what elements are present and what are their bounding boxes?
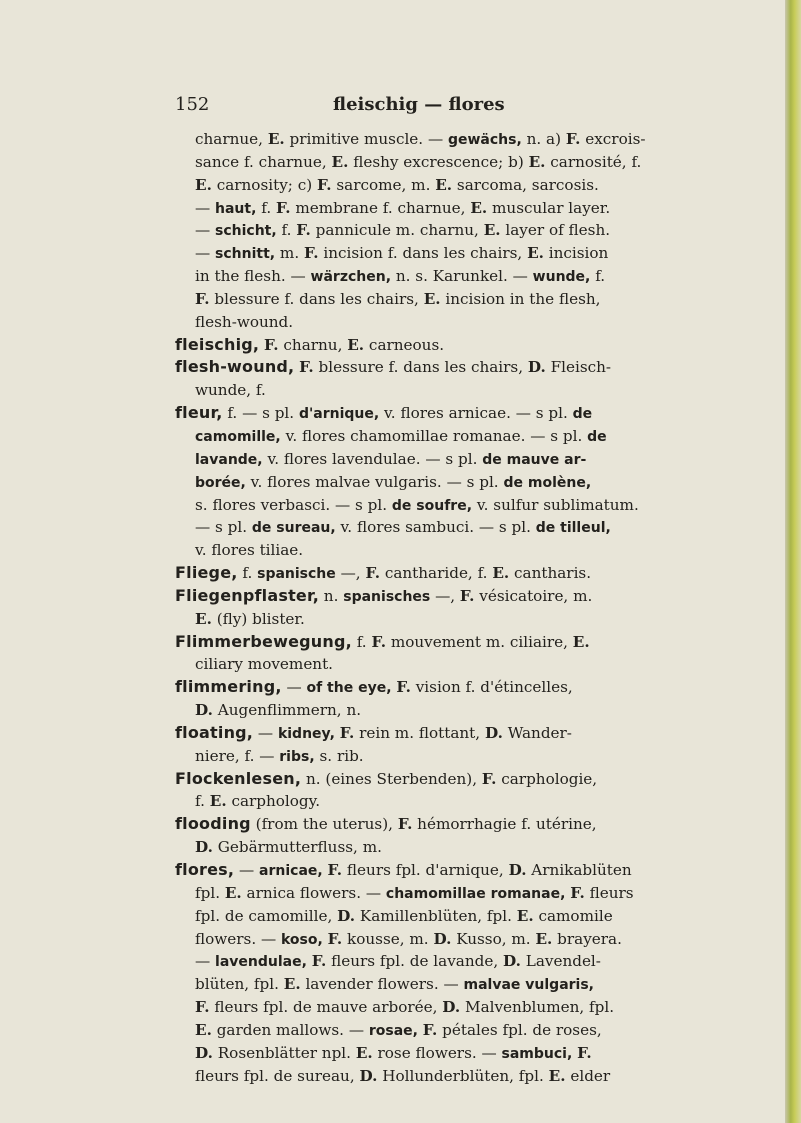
entry-text: v. flores arnicae. — s pl. bbox=[379, 404, 573, 423]
language-label: F. bbox=[296, 221, 311, 240]
entry-text: Fleisch- bbox=[545, 358, 612, 377]
language-label: E. bbox=[548, 1066, 566, 1085]
entry-text: vision f. d'étincelles, bbox=[410, 678, 573, 697]
language-label: E. bbox=[492, 564, 510, 583]
language-label: D. bbox=[359, 1066, 378, 1085]
entry-text: f. bbox=[590, 267, 606, 286]
subentry-keyword: d'arnique, bbox=[298, 406, 380, 423]
language-label: F. bbox=[327, 929, 343, 948]
language-label: F. bbox=[481, 769, 497, 788]
entry-text: n. a) bbox=[521, 130, 566, 148]
entry-text: n. s. Karunkel. — bbox=[391, 267, 533, 286]
language-label: F. bbox=[459, 586, 475, 605]
entry-text: lavender flowers. — bbox=[300, 975, 464, 994]
entry-text: garden mallows. — bbox=[211, 1020, 369, 1039]
subentry-keyword: spanisches bbox=[343, 588, 431, 605]
entry-continuation-line bbox=[175, 699, 715, 722]
language-label: E. bbox=[347, 335, 365, 354]
entry-text: elder bbox=[565, 1066, 611, 1085]
entry-continuation-line bbox=[175, 790, 715, 813]
language-label: E. bbox=[331, 152, 349, 171]
entry-continuation-line bbox=[175, 516, 715, 539]
entry-text: n. (eines Sterbenden), bbox=[301, 769, 482, 788]
entry-text: blüten, fpl. bbox=[195, 975, 284, 994]
entry-text: v. flores chamomillae romanae. — s pl. bbox=[280, 426, 588, 445]
entry-text: Gebärmutterfluss, m. bbox=[212, 838, 382, 857]
entry-continuation-line bbox=[175, 265, 715, 288]
entry-continuation-line bbox=[175, 608, 715, 631]
entry-text: fleurs fpl. de sureau, bbox=[195, 1066, 360, 1085]
entry-text: carnosité, f. bbox=[545, 152, 642, 171]
entry-continuation-line bbox=[175, 174, 715, 197]
language-label: F. bbox=[565, 130, 581, 148]
entry-text: Arnikablüten bbox=[526, 861, 632, 879]
subentry-keyword: gewächs, bbox=[447, 132, 522, 148]
entry-text: — bbox=[195, 244, 216, 263]
subentry-keyword: schnitt, bbox=[215, 246, 276, 263]
entry-text: fleurs fpl. de mauve arborée, bbox=[209, 998, 443, 1017]
subentry-keyword: de tilleul, bbox=[535, 520, 611, 537]
entry-text: —, bbox=[335, 564, 366, 583]
entry-text: m. bbox=[275, 244, 304, 263]
subentry-keyword: lavande, bbox=[195, 451, 263, 468]
entry-text: n. bbox=[318, 586, 344, 605]
subentry-keyword: de soufre, bbox=[391, 497, 473, 514]
entry-text: Malvenblumen, fpl. bbox=[460, 998, 615, 1017]
headword: flimmering, bbox=[175, 677, 282, 697]
language-label: E. bbox=[435, 175, 453, 194]
entry-line bbox=[175, 585, 715, 608]
entry-continuation-line bbox=[175, 448, 715, 471]
subentry-keyword: rosae, bbox=[368, 1022, 418, 1039]
entry-text: s. rib. bbox=[314, 746, 364, 765]
entry-text: fpl. bbox=[195, 883, 225, 902]
entry-text: — bbox=[253, 723, 278, 742]
language-label: F. bbox=[365, 564, 380, 583]
entry-text: — s pl. bbox=[195, 518, 252, 537]
entry-continuation-line bbox=[175, 1042, 715, 1065]
headword: Fliegenpflaster, bbox=[175, 585, 319, 605]
running-head: fleischig — flores bbox=[333, 94, 505, 115]
language-label: F. bbox=[396, 678, 411, 697]
entry-text: camomile bbox=[533, 906, 613, 925]
language-label: E. bbox=[483, 221, 501, 240]
entry-text: rose flowers. — bbox=[372, 1043, 502, 1062]
entry-continuation-line bbox=[175, 653, 715, 676]
language-label: E. bbox=[355, 1043, 373, 1062]
subentry-keyword: sambuci, bbox=[501, 1045, 573, 1062]
entry-text: fleurs bbox=[584, 883, 634, 902]
subentry-keyword: lavendulae, bbox=[215, 954, 307, 971]
entry-continuation-line bbox=[175, 1065, 715, 1088]
entry-line bbox=[175, 402, 715, 425]
entry-text: niere, f. — bbox=[195, 746, 280, 765]
page-number: 152 bbox=[175, 94, 210, 115]
entry-text: mouvement m. ciliaire, bbox=[386, 632, 573, 651]
language-label: E. bbox=[572, 632, 590, 651]
entry-text: Hollunderblüten, fpl. bbox=[377, 1066, 549, 1085]
entry-text: fleshy excrescence; b) bbox=[348, 152, 529, 171]
subentry-keyword: spanische bbox=[257, 566, 336, 583]
language-label: E. bbox=[195, 609, 212, 628]
entry-line bbox=[175, 334, 715, 357]
entry-text: sance f. charnue, bbox=[195, 152, 332, 171]
subentry-keyword: de sureau, bbox=[251, 520, 336, 537]
language-label: D. bbox=[484, 723, 503, 742]
entry-text: f. — s pl. bbox=[222, 404, 299, 423]
language-label: D. bbox=[337, 906, 356, 925]
entry-text: flesh-wound. bbox=[195, 312, 294, 331]
entry-text: f. bbox=[256, 198, 276, 217]
language-label: E. bbox=[527, 244, 544, 263]
subentry-keyword: koso, bbox=[281, 931, 323, 948]
entry-text: rein m. flottant, bbox=[354, 723, 485, 742]
language-label: F. bbox=[577, 1043, 592, 1062]
dictionary-text bbox=[175, 128, 715, 1087]
entry-text: fleurs fpl. de lavande, bbox=[326, 952, 503, 971]
entry-text: sarcome, m. bbox=[331, 175, 436, 194]
language-label: E. bbox=[516, 906, 534, 925]
subentry-keyword: wunde, bbox=[532, 269, 591, 286]
entry-text: s. flores verbasci. — s pl. bbox=[195, 495, 392, 514]
entry-text: Kusso, m. bbox=[451, 929, 536, 948]
entry-text: Lavendel- bbox=[520, 952, 601, 971]
entry-text: fleurs fpl. d'arnique, bbox=[342, 861, 509, 879]
language-label: F. bbox=[327, 861, 343, 879]
entry-text: (fly) blister. bbox=[211, 609, 305, 628]
language-label: F. bbox=[195, 998, 210, 1017]
headword: fleur, bbox=[175, 403, 223, 423]
language-label: F. bbox=[264, 335, 279, 354]
subentry-keyword: de molène, bbox=[503, 474, 592, 491]
language-label: F. bbox=[397, 815, 413, 834]
entry-continuation-line bbox=[175, 197, 715, 220]
entry-continuation-line bbox=[175, 128, 715, 151]
entry-text: carphologie, bbox=[496, 769, 598, 788]
language-label: E. bbox=[195, 1020, 212, 1039]
entry-text: pannicule m. charnu, bbox=[310, 221, 484, 240]
entry-continuation-line bbox=[175, 379, 715, 402]
subentry-keyword: arnicae, bbox=[259, 863, 323, 879]
entry-line bbox=[175, 768, 715, 791]
entry-text: brayera. bbox=[552, 929, 622, 948]
entry-text: carphology. bbox=[226, 792, 321, 811]
language-label: F. bbox=[339, 723, 355, 742]
language-label: F. bbox=[422, 1020, 438, 1039]
entry-text: Kamillenblüten, fpl. bbox=[355, 906, 517, 925]
entry-text: v. sulfur sublimatum. bbox=[472, 495, 639, 514]
language-label: F. bbox=[311, 952, 327, 971]
entry-text: charnue, bbox=[195, 130, 268, 148]
language-label: E. bbox=[470, 198, 488, 217]
entry-continuation-line bbox=[175, 745, 715, 768]
entry-text: — bbox=[195, 221, 216, 240]
headword: flores, bbox=[175, 860, 235, 879]
language-label: D. bbox=[502, 952, 521, 971]
entry-text: layer of flesh. bbox=[500, 221, 611, 240]
entry-text: incision f. dans les chairs, bbox=[318, 244, 528, 263]
subentry-keyword: of the eye, bbox=[306, 680, 392, 697]
entry-line bbox=[175, 676, 715, 699]
language-label: E. bbox=[209, 792, 227, 811]
language-label: E. bbox=[528, 152, 546, 171]
entry-text: (from the uterus), bbox=[250, 815, 398, 834]
subentry-keyword: wärzchen, bbox=[310, 269, 392, 286]
entry-text: f. bbox=[237, 564, 258, 583]
language-label: E. bbox=[423, 289, 441, 308]
entry-continuation-line bbox=[175, 242, 715, 265]
entry-text: carnosity; c) bbox=[211, 175, 317, 194]
language-label: D. bbox=[527, 358, 546, 377]
entry-text: f. bbox=[195, 792, 210, 811]
subentry-keyword: kidney, bbox=[277, 725, 335, 742]
entry-text: Rosenblätter npl. bbox=[212, 1043, 356, 1062]
language-label: F. bbox=[303, 244, 319, 263]
entry-continuation-line bbox=[175, 151, 715, 174]
entry-continuation-line bbox=[175, 973, 715, 996]
entry-continuation-line bbox=[175, 539, 715, 562]
subentry-keyword: malvae vulgaris, bbox=[463, 977, 594, 994]
entry-continuation-line bbox=[175, 1019, 715, 1042]
headword: fleischig, bbox=[175, 334, 260, 354]
entry-text: flowers. — bbox=[195, 929, 281, 948]
entry-continuation-line bbox=[175, 494, 715, 517]
headword: flesh-wound, bbox=[175, 357, 295, 377]
entry-text: incision in the flesh, bbox=[440, 289, 601, 308]
entry-text: — bbox=[281, 678, 307, 697]
subentry-keyword: schicht, bbox=[215, 223, 277, 240]
entry-text: Wander- bbox=[502, 723, 572, 742]
headword: Flockenlesen, bbox=[175, 768, 302, 788]
entry-continuation-line bbox=[175, 882, 715, 905]
page-edge bbox=[785, 0, 801, 1123]
language-label: E. bbox=[224, 883, 242, 902]
entry-text: arnica flowers. — bbox=[241, 883, 386, 902]
entry-text: ciliary movement. bbox=[195, 655, 334, 674]
entry-text: — bbox=[195, 198, 216, 217]
entry-continuation-line bbox=[175, 471, 715, 494]
entry-text: primitive muscle. — bbox=[284, 130, 448, 148]
entry-text: fpl. de camomille, bbox=[195, 906, 338, 925]
entry-text: kousse, m. bbox=[342, 929, 434, 948]
entry-text: pétales fpl. de roses, bbox=[437, 1020, 602, 1039]
entry-text: f. bbox=[351, 632, 372, 651]
entry-text: wunde, f. bbox=[195, 381, 266, 400]
language-label: D. bbox=[433, 929, 452, 948]
entry-text: cantharis. bbox=[509, 564, 592, 583]
language-label: F. bbox=[371, 632, 386, 651]
entry-text: in the flesh. — bbox=[195, 267, 311, 286]
entry-text: v. flores sambuci. — s pl. bbox=[335, 518, 536, 537]
entry-continuation-line bbox=[175, 996, 715, 1019]
entry-line bbox=[175, 562, 715, 585]
headword: flooding bbox=[175, 814, 251, 834]
entry-text: vésicatoire, m. bbox=[474, 586, 593, 605]
entry-line bbox=[175, 859, 715, 882]
entry-text: —, bbox=[430, 586, 460, 605]
entry-text: v. flores tiliae. bbox=[195, 541, 304, 560]
language-label: D. bbox=[442, 998, 461, 1017]
language-label: F. bbox=[195, 289, 210, 308]
page-header bbox=[175, 94, 705, 118]
language-label: F. bbox=[317, 175, 332, 194]
entry-continuation-line bbox=[175, 836, 715, 859]
language-label: F. bbox=[299, 358, 314, 377]
entry-text: sarcoma, sarcosis. bbox=[452, 175, 599, 194]
language-label: D. bbox=[195, 701, 213, 720]
language-label: D. bbox=[508, 861, 527, 879]
subentry-keyword: ribs, bbox=[279, 748, 315, 765]
entry-text: incision bbox=[543, 244, 609, 263]
entry-text: blessure f. dans les chairs, bbox=[313, 358, 528, 377]
language-label: E. bbox=[535, 929, 553, 948]
language-label: E. bbox=[267, 130, 285, 148]
language-label: E. bbox=[283, 975, 301, 994]
entry-text: v. flores lavendulae. — s pl. bbox=[262, 449, 483, 468]
entry-line bbox=[175, 631, 715, 654]
headword: Fliege, bbox=[175, 563, 238, 583]
entry-text: Augenflimmern, n. bbox=[212, 701, 362, 720]
entry-text: hémorrhagie f. utérine, bbox=[412, 815, 597, 834]
subentry-keyword: chamomillae romanae, bbox=[385, 885, 566, 902]
language-label: F. bbox=[570, 883, 585, 902]
entry-continuation-line bbox=[175, 219, 715, 242]
language-label: F. bbox=[275, 198, 291, 217]
entry-text: — bbox=[195, 952, 216, 971]
entry-text: — bbox=[234, 861, 260, 879]
entry-continuation-line bbox=[175, 311, 715, 334]
subentry-keyword: haut, bbox=[215, 200, 257, 217]
entry-text: f. bbox=[276, 221, 297, 240]
entry-continuation-line bbox=[175, 950, 715, 973]
entry-text: carneous. bbox=[364, 335, 445, 354]
subentry-keyword: de bbox=[587, 428, 607, 445]
subentry-keyword: camomille, bbox=[195, 428, 281, 445]
language-label: D. bbox=[195, 838, 213, 857]
language-label: D. bbox=[195, 1043, 213, 1062]
entry-line bbox=[175, 722, 715, 745]
subentry-keyword: borée, bbox=[195, 474, 246, 491]
entry-text: blessure f. dans les chairs, bbox=[209, 289, 424, 308]
entry-text: charnu, bbox=[278, 335, 348, 354]
entry-line bbox=[175, 356, 715, 379]
headword: Flimmerbewegung, bbox=[175, 631, 352, 651]
entry-continuation-line bbox=[175, 928, 715, 951]
entry-text: membrane f. charnue, bbox=[290, 198, 471, 217]
headword: floating, bbox=[175, 722, 254, 742]
entry-text: muscular layer. bbox=[487, 198, 611, 217]
entry-text: v. flores malvae vulgaris. — s pl. bbox=[245, 472, 504, 491]
entry-continuation-line bbox=[175, 905, 715, 928]
entry-text: excrois- bbox=[580, 130, 646, 148]
entry-text: cantharide, f. bbox=[380, 564, 493, 583]
entry-continuation-line bbox=[175, 425, 715, 448]
subentry-keyword: de mauve ar- bbox=[482, 451, 587, 468]
entry-continuation-line bbox=[175, 288, 715, 311]
entry-line bbox=[175, 813, 715, 836]
language-label: E. bbox=[195, 175, 212, 194]
subentry-keyword: de bbox=[572, 406, 593, 423]
